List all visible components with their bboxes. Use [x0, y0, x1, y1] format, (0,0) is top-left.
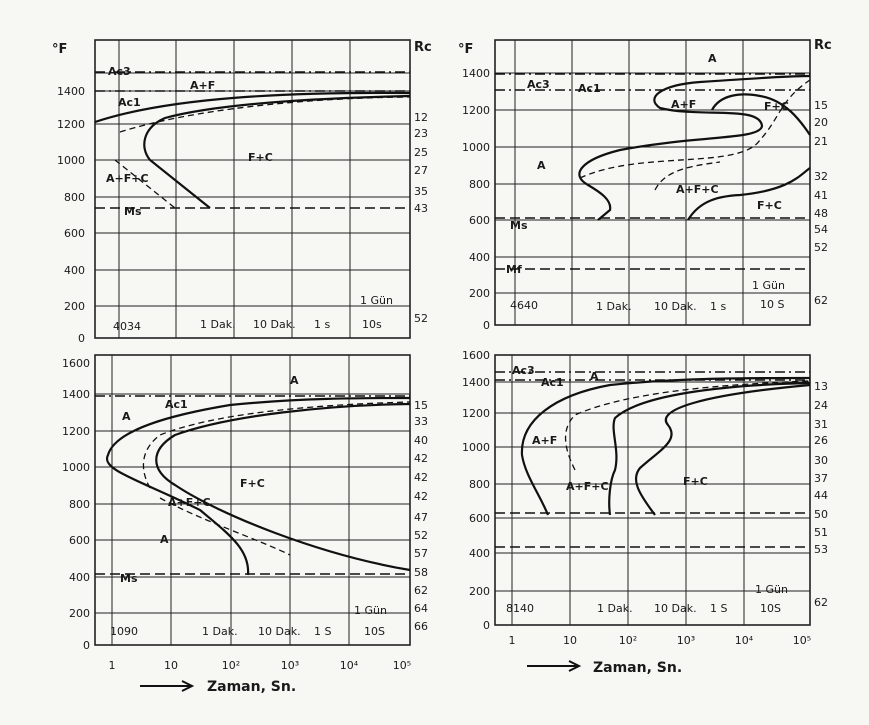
xtick: 10	[164, 659, 178, 672]
rc-value: 15	[414, 399, 428, 412]
time-mark: 1 S	[710, 602, 728, 615]
region-labels-8140	[512, 364, 708, 493]
rc-value: 51	[814, 526, 828, 539]
label-a-top: A	[708, 52, 717, 65]
rc-value: 32	[814, 170, 828, 183]
label-a-f-c: A+F+C	[106, 172, 149, 185]
time-mark: 10 Dak.	[258, 625, 301, 638]
ytick-1400: 1400	[62, 388, 90, 401]
time-mark: 10s	[362, 318, 382, 331]
arrow-right-icon	[527, 661, 579, 671]
panel-8140	[462, 349, 828, 647]
rc-value: 20	[814, 116, 828, 129]
ytick-1000: 1000	[62, 461, 90, 474]
label-a-f: A+F	[190, 79, 216, 92]
rc-value: 52	[814, 241, 828, 254]
time-mark: 1 Dak.	[597, 602, 633, 615]
time-marks-4034	[113, 294, 393, 333]
time-marks-8140	[506, 583, 788, 615]
pearlite-finish	[636, 385, 810, 515]
rc-value: 62	[814, 596, 828, 609]
ytick-0: 0	[83, 639, 90, 652]
ytick-200: 200	[64, 300, 85, 313]
x-axis-label-left	[140, 679, 296, 695]
steel-label-4640: 4640	[510, 299, 538, 312]
region-labels-4034	[106, 65, 273, 218]
time-mark: 10S	[760, 602, 781, 615]
ytick-400: 400	[469, 547, 490, 560]
panel-1090	[62, 355, 428, 672]
rc-value: 23	[414, 127, 428, 140]
label-ac1: Ac1	[165, 398, 188, 411]
ytick-1400: 1400	[462, 67, 490, 80]
time-mark: 10 S	[760, 298, 785, 311]
rc-value: 40	[414, 434, 428, 447]
ytick-1200: 1200	[462, 104, 490, 117]
xlabel-left: Zaman, Sn.	[207, 679, 297, 695]
time-mark: 10 Dak.	[253, 318, 296, 331]
ytick-1000: 1000	[57, 154, 85, 167]
label-f-c: F+C	[240, 477, 265, 490]
pearlite-start	[609, 383, 810, 515]
xtick: 10³	[280, 659, 300, 672]
label-ms: Ms	[120, 572, 138, 585]
time-mark: 10S	[364, 625, 385, 638]
label-a-f-c: A+F+C	[566, 480, 609, 493]
label-ac3: Ac3	[512, 364, 535, 377]
rc-value: 30	[814, 454, 828, 467]
ytick-1600: 1600	[462, 349, 490, 362]
label-ac1: Ac1	[541, 376, 564, 389]
xtick: 1	[508, 634, 516, 647]
label-a: A	[590, 370, 599, 383]
label-ms: Ms	[124, 205, 142, 218]
rc-value: 43	[414, 202, 428, 215]
ytick-400: 400	[69, 571, 90, 584]
ytick-600: 600	[469, 214, 490, 227]
rc-value: 13	[814, 380, 828, 393]
time-marks-4640	[510, 279, 785, 313]
panel-4034	[52, 40, 432, 345]
time-mark: 1 S	[314, 625, 332, 638]
rc-value: 54	[814, 223, 828, 236]
transformation-finish	[156, 404, 410, 570]
ytick-0: 0	[483, 619, 490, 632]
time-mark: 1 s	[314, 318, 331, 331]
xtick: 10⁴	[339, 659, 359, 672]
ferrite-start	[144, 96, 410, 208]
rc-value: 42	[414, 490, 428, 503]
arrow-right-icon	[140, 681, 192, 691]
label-ac3: Ac3	[108, 65, 131, 78]
ytick-800: 800	[469, 178, 490, 191]
xtick: 10⁴	[734, 634, 754, 647]
rc-value: 47	[414, 511, 428, 524]
steel-label-1090: 1090	[110, 625, 138, 638]
label-ac3: Ac3	[527, 78, 550, 91]
rc-value: 27	[414, 164, 428, 177]
region-labels-1090	[120, 374, 299, 585]
label-f-c-low: F+C	[757, 199, 782, 212]
xtick: 10⁵	[792, 634, 812, 647]
label-a-f: A+F	[532, 434, 558, 447]
time-mark: 1 Dak.	[596, 300, 632, 313]
xtick: 10⁵	[392, 659, 412, 672]
label-a: A	[537, 159, 546, 172]
yticks-1090	[62, 357, 90, 652]
xlabel-right: Zaman, Sn.	[593, 660, 683, 676]
rc-value: 21	[814, 135, 828, 148]
ytick-1000: 1000	[462, 441, 490, 454]
x-axis-label-right	[527, 660, 682, 676]
yticks-8140	[462, 349, 490, 632]
rc-value: 57	[414, 547, 428, 560]
y2unit-4640: Rc	[814, 38, 832, 53]
yticks-4034	[57, 85, 85, 345]
rc-value: 35	[414, 185, 428, 198]
label-ac1: Ac1	[578, 82, 601, 95]
time-mark: 1 Gün	[755, 583, 788, 596]
rc-value: 62	[414, 584, 428, 597]
label-a-f-c: A+F+C	[168, 496, 211, 509]
time-mark: 10 Dak.	[654, 602, 697, 615]
xtick: 10	[563, 634, 577, 647]
rc-value: 44	[814, 489, 828, 502]
ytick-400: 400	[64, 264, 85, 277]
label-a: A	[122, 410, 131, 423]
ytick-0: 0	[483, 319, 490, 332]
xticks-1090	[109, 659, 412, 672]
curves-4034	[95, 72, 410, 208]
ytick-1200: 1200	[57, 118, 85, 131]
time-mark: 10 Dak.	[654, 300, 697, 313]
label-a-f: A+F	[671, 98, 697, 111]
time-mark: 1 Gün	[360, 294, 393, 307]
rc-value: 50	[814, 508, 828, 521]
label-mf: Mf	[506, 263, 522, 276]
rc-value: 15	[814, 99, 828, 112]
rc-values-8140	[814, 380, 828, 609]
rc-value: 58	[414, 566, 428, 579]
time-mark: 1 Dak.	[202, 625, 238, 638]
y2unit-4034: Rc	[414, 40, 432, 55]
xtick: 1	[108, 659, 116, 672]
yunit-4034: °F	[52, 42, 68, 57]
ytick-200: 200	[469, 585, 490, 598]
steel-label-4034: 4034	[113, 320, 141, 333]
ytick-1000: 1000	[462, 141, 490, 154]
ytick-800: 800	[64, 191, 85, 204]
xtick: 10³	[676, 634, 696, 647]
rc-value: 52	[414, 529, 428, 542]
rc-value: 42	[414, 452, 428, 465]
time-marks-1090	[110, 604, 387, 638]
rc-value: 42	[414, 471, 428, 484]
panel-4640	[458, 38, 832, 332]
transformation-50	[566, 381, 810, 470]
ytick-1200: 1200	[462, 407, 490, 420]
rc-values-1090	[414, 399, 428, 633]
rc-value: 64	[414, 602, 428, 615]
rc-value: 33	[414, 415, 428, 428]
rc-value: 62	[814, 294, 828, 307]
label-f-c: F+C	[764, 100, 789, 113]
rc-value: 52	[414, 312, 428, 325]
time-mark: 1 Gün	[752, 279, 785, 292]
rc-value: 26	[814, 434, 828, 447]
rc-value: 12	[414, 111, 428, 124]
ytick-1200: 1200	[62, 425, 90, 438]
time-mark: 1 Dak.	[200, 318, 236, 331]
label-a-low: A	[160, 533, 169, 546]
steel-label-8140: 8140	[506, 602, 534, 615]
rc-value: 48	[814, 207, 828, 220]
ytick-200: 200	[469, 287, 490, 300]
yunit-4640: °F	[458, 42, 474, 57]
rc-value: 31	[814, 418, 828, 431]
time-mark: 1 Gün	[354, 604, 387, 617]
rc-value: 25	[414, 146, 428, 159]
region-labels-4640	[506, 52, 789, 276]
ytick-1600: 1600	[62, 357, 90, 370]
label-f-c: F+C	[683, 475, 708, 488]
label-a-f-c: A+F+C	[676, 183, 719, 196]
ytick-800: 800	[69, 498, 90, 511]
rc-values-4640	[814, 99, 828, 307]
ytick-1400: 1400	[57, 85, 85, 98]
xtick: 10²	[221, 659, 241, 672]
label-ms: Ms	[510, 219, 528, 232]
curves-8140	[495, 372, 810, 547]
ytick-0: 0	[78, 332, 85, 345]
yticks-4640	[462, 67, 490, 332]
rc-value: 24	[814, 399, 828, 412]
ytick-1400: 1400	[462, 376, 490, 389]
label-a-top: A	[290, 374, 299, 387]
ytick-600: 600	[69, 534, 90, 547]
rc-value: 66	[414, 620, 428, 633]
rc-value: 41	[814, 189, 828, 202]
rc-values-4034	[414, 111, 428, 325]
rc-value: 53	[814, 543, 828, 556]
xtick: 10²	[618, 634, 638, 647]
label-ac1: Ac1	[118, 96, 141, 109]
ytick-400: 400	[469, 251, 490, 264]
rc-value: 37	[814, 472, 828, 485]
xticks-8140	[509, 634, 812, 647]
ytick-800: 800	[469, 478, 490, 491]
ytick-200: 200	[69, 607, 90, 620]
transformation-50	[580, 80, 810, 178]
ytick-600: 600	[64, 227, 85, 240]
label-f-c: F+C	[248, 151, 273, 164]
time-mark: 1 s	[710, 300, 727, 313]
ytick-600: 600	[469, 512, 490, 525]
